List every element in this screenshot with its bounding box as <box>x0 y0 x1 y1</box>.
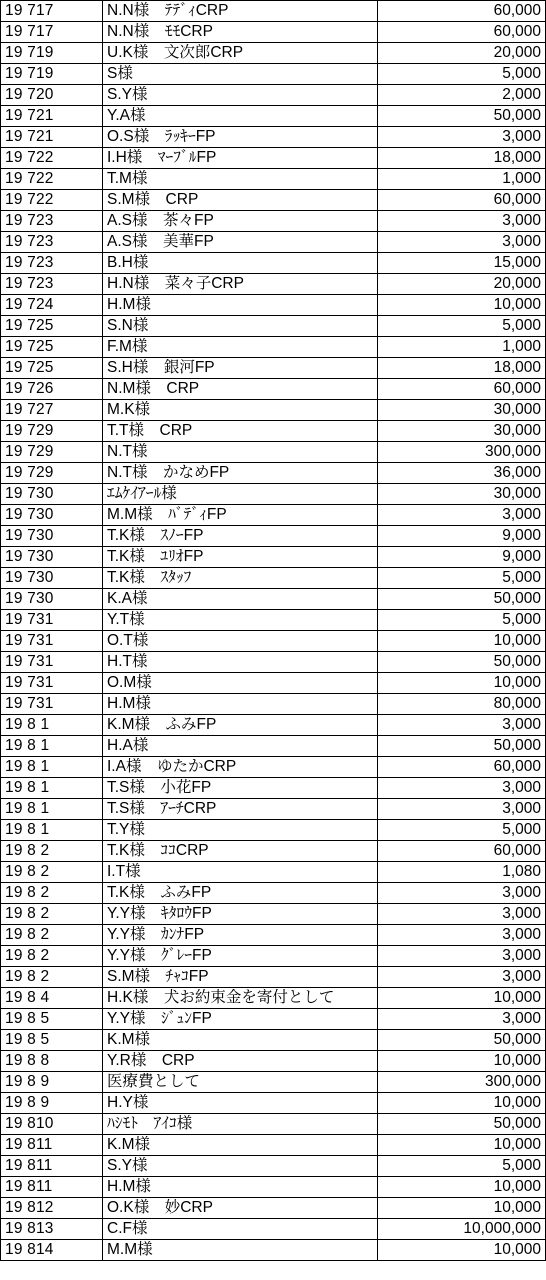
table-row <box>1 169 546 190</box>
donor-cell: Y.A様 <box>103 106 378 127</box>
donor-cell: H.Y様 <box>103 1093 378 1114</box>
date-cell: 19 8 9 <box>1 1093 103 1114</box>
donor-cell: 医療費として <box>103 1072 378 1093</box>
donor-cell: Y.T様 <box>103 610 378 631</box>
date-cell: 19 8 1 <box>1 736 103 757</box>
amount-cell: 10,000 <box>378 1177 546 1198</box>
amount-cell: 60,000 <box>378 841 546 862</box>
date-cell: 19 719 <box>1 43 103 64</box>
donor-cell: M.M様 ﾊﾞﾃﾞｨFP <box>103 505 378 526</box>
donor-cell: O.K様 妙CRP <box>103 1198 378 1219</box>
table-row <box>1 127 546 148</box>
date-cell: 19 729 <box>1 421 103 442</box>
amount-cell: 5,000 <box>378 610 546 631</box>
amount-cell: 10,000 <box>378 1198 546 1219</box>
date-cell: 19 721 <box>1 127 103 148</box>
amount-cell: 10,000 <box>378 631 546 652</box>
table-row <box>1 1240 546 1261</box>
donor-cell: T.K様 ｽﾀｯﾌ <box>103 568 378 589</box>
date-cell: 19 730 <box>1 589 103 610</box>
donor-cell: T.T様 CRP <box>103 421 378 442</box>
donation-rows <box>1 1 546 1261</box>
amount-cell: 5,000 <box>378 64 546 85</box>
amount-cell: 1,080 <box>378 862 546 883</box>
table-row <box>1 1051 546 1072</box>
date-cell: 19 811 <box>1 1177 103 1198</box>
date-cell: 19 722 <box>1 190 103 211</box>
donor-cell: N.N様 ﾃﾃﾞｨCRP <box>103 1 378 22</box>
date-cell: 19 8 2 <box>1 967 103 988</box>
table-row <box>1 883 546 904</box>
amount-cell: 30,000 <box>378 484 546 505</box>
donor-cell: F.M様 <box>103 337 378 358</box>
amount-cell: 3,000 <box>378 232 546 253</box>
date-cell: 19 812 <box>1 1198 103 1219</box>
table-row <box>1 652 546 673</box>
table-row <box>1 295 546 316</box>
donor-cell: I.H様 ﾏｰﾌﾞﾙFP <box>103 148 378 169</box>
date-cell: 19 717 <box>1 22 103 43</box>
table-row <box>1 106 546 127</box>
date-cell: 19 8 8 <box>1 1051 103 1072</box>
amount-cell: 10,000 <box>378 988 546 1009</box>
table-row <box>1 442 546 463</box>
table-row <box>1 568 546 589</box>
donor-cell: S.M様 ﾁｬｺFP <box>103 967 378 988</box>
donor-cell: A.S様 美華FP <box>103 232 378 253</box>
amount-cell: 50,000 <box>378 589 546 610</box>
table-row <box>1 232 546 253</box>
amount-cell: 36,000 <box>378 463 546 484</box>
date-cell: 19 717 <box>1 1 103 22</box>
donor-cell: K.M様 ふみFP <box>103 715 378 736</box>
amount-cell: 3,000 <box>378 904 546 925</box>
date-cell: 19 8 1 <box>1 715 103 736</box>
table-row <box>1 64 546 85</box>
table-row <box>1 148 546 169</box>
date-cell: 19 8 2 <box>1 841 103 862</box>
donor-cell: Y.R様 CRP <box>103 1051 378 1072</box>
table-row <box>1 694 546 715</box>
amount-cell: 5,000 <box>378 316 546 337</box>
amount-cell: 9,000 <box>378 547 546 568</box>
table-row <box>1 631 546 652</box>
amount-cell: 10,000,000 <box>378 1219 546 1240</box>
table-row <box>1 505 546 526</box>
date-cell: 19 721 <box>1 106 103 127</box>
table-row <box>1 862 546 883</box>
date-cell: 19 731 <box>1 694 103 715</box>
donor-cell: Y.Y様 ｷﾀﾛｳFP <box>103 904 378 925</box>
donor-cell: H.T様 <box>103 652 378 673</box>
table-row <box>1 358 546 379</box>
date-cell: 19 725 <box>1 337 103 358</box>
table-row <box>1 1219 546 1240</box>
table-row <box>1 1177 546 1198</box>
donor-cell: K.A様 <box>103 589 378 610</box>
donor-cell: S様 <box>103 64 378 85</box>
amount-cell: 60,000 <box>378 379 546 400</box>
table-row <box>1 1093 546 1114</box>
table-row <box>1 925 546 946</box>
donor-cell: T.K様 ｽﾉｰFP <box>103 526 378 547</box>
date-cell: 19 8 4 <box>1 988 103 1009</box>
date-cell: 19 723 <box>1 274 103 295</box>
date-cell: 19 8 2 <box>1 904 103 925</box>
amount-cell: 10,000 <box>378 1240 546 1261</box>
date-cell: 19 731 <box>1 610 103 631</box>
table-row <box>1 1114 546 1135</box>
amount-cell: 3,000 <box>378 967 546 988</box>
donor-cell: O.T様 <box>103 631 378 652</box>
amount-cell: 50,000 <box>378 106 546 127</box>
amount-cell: 10,000 <box>378 1135 546 1156</box>
date-cell: 19 8 1 <box>1 820 103 841</box>
table-row <box>1 1030 546 1051</box>
table-row <box>1 190 546 211</box>
donor-cell: T.S様 小花FP <box>103 778 378 799</box>
date-cell: 19 731 <box>1 631 103 652</box>
date-cell: 19 722 <box>1 148 103 169</box>
amount-cell: 3,000 <box>378 925 546 946</box>
donor-cell: H.N様 菜々子CRP <box>103 274 378 295</box>
amount-cell: 3,000 <box>378 778 546 799</box>
table-row <box>1 337 546 358</box>
table-row <box>1 946 546 967</box>
amount-cell: 30,000 <box>378 400 546 421</box>
date-cell: 19 731 <box>1 673 103 694</box>
table-row <box>1 400 546 421</box>
donor-cell: K.M様 <box>103 1030 378 1051</box>
table-row <box>1 379 546 400</box>
date-cell: 19 8 9 <box>1 1072 103 1093</box>
donor-cell: K.M様 <box>103 1135 378 1156</box>
donor-cell: I.T様 <box>103 862 378 883</box>
table-row <box>1 1072 546 1093</box>
date-cell: 19 725 <box>1 316 103 337</box>
amount-cell: 50,000 <box>378 652 546 673</box>
date-cell: 19 729 <box>1 463 103 484</box>
amount-cell: 60,000 <box>378 1 546 22</box>
donor-cell: ﾊｼﾓﾄ ｱｲｺ様 <box>103 1114 378 1135</box>
donor-cell: T.K様 ふみFP <box>103 883 378 904</box>
table-row <box>1 1 546 22</box>
donor-cell: T.K様 ﾕﾘｵFP <box>103 547 378 568</box>
donor-cell: S.N様 <box>103 316 378 337</box>
table-row <box>1 799 546 820</box>
amount-cell: 3,000 <box>378 799 546 820</box>
amount-cell: 3,000 <box>378 211 546 232</box>
date-cell: 19 723 <box>1 253 103 274</box>
amount-cell: 3,000 <box>378 127 546 148</box>
amount-cell: 3,000 <box>378 505 546 526</box>
donor-cell: N.N様 ﾓﾓCRP <box>103 22 378 43</box>
date-cell: 19 719 <box>1 64 103 85</box>
amount-cell: 10,000 <box>378 1093 546 1114</box>
amount-cell: 60,000 <box>378 757 546 778</box>
amount-cell: 10,000 <box>378 295 546 316</box>
date-cell: 19 8 2 <box>1 925 103 946</box>
table-row <box>1 778 546 799</box>
date-cell: 19 726 <box>1 379 103 400</box>
table-row <box>1 274 546 295</box>
amount-cell: 50,000 <box>378 1114 546 1135</box>
amount-cell: 9,000 <box>378 526 546 547</box>
donor-cell: N.T様 <box>103 442 378 463</box>
table-row <box>1 1156 546 1177</box>
amount-cell: 3,000 <box>378 946 546 967</box>
amount-cell: 60,000 <box>378 190 546 211</box>
table-row <box>1 211 546 232</box>
amount-cell: 5,000 <box>378 568 546 589</box>
amount-cell: 1,000 <box>378 337 546 358</box>
date-cell: 19 8 1 <box>1 799 103 820</box>
table-row <box>1 526 546 547</box>
date-cell: 19 8 2 <box>1 946 103 967</box>
date-cell: 19 8 2 <box>1 883 103 904</box>
amount-cell: 3,000 <box>378 883 546 904</box>
amount-cell: 20,000 <box>378 43 546 64</box>
table-row <box>1 820 546 841</box>
date-cell: 19 813 <box>1 1219 103 1240</box>
table-row <box>1 1198 546 1219</box>
donor-cell: O.M様 <box>103 673 378 694</box>
table-row <box>1 1135 546 1156</box>
amount-cell: 3,000 <box>378 1009 546 1030</box>
table-row <box>1 967 546 988</box>
date-cell: 19 8 5 <box>1 1030 103 1051</box>
date-cell: 19 722 <box>1 169 103 190</box>
donor-cell: Y.Y様 ｸﾞﾚｰFP <box>103 946 378 967</box>
amount-cell: 3,000 <box>378 715 546 736</box>
table-row <box>1 988 546 1009</box>
donor-cell: T.M様 <box>103 169 378 190</box>
date-cell: 19 814 <box>1 1240 103 1261</box>
date-cell: 19 8 5 <box>1 1009 103 1030</box>
table-row <box>1 484 546 505</box>
donor-cell: U.K様 文次郎CRP <box>103 43 378 64</box>
donor-cell: Y.Y様 ｶﾝﾅFP <box>103 925 378 946</box>
date-cell: 19 724 <box>1 295 103 316</box>
donor-cell: S.M様 CRP <box>103 190 378 211</box>
table-row <box>1 736 546 757</box>
date-cell: 19 731 <box>1 652 103 673</box>
amount-cell: 18,000 <box>378 358 546 379</box>
table-row <box>1 463 546 484</box>
amount-cell: 10,000 <box>378 673 546 694</box>
amount-cell: 5,000 <box>378 1156 546 1177</box>
date-cell: 19 8 2 <box>1 862 103 883</box>
donor-cell: B.H様 <box>103 253 378 274</box>
donor-cell: T.K様 ｺｺCRP <box>103 841 378 862</box>
donor-cell: O.S様 ﾗｯｷｰFP <box>103 127 378 148</box>
date-cell: 19 720 <box>1 85 103 106</box>
amount-cell: 18,000 <box>378 148 546 169</box>
date-cell: 19 730 <box>1 526 103 547</box>
table-row <box>1 757 546 778</box>
date-cell: 19 730 <box>1 484 103 505</box>
table-row <box>1 85 546 106</box>
date-cell: 19 8 1 <box>1 757 103 778</box>
date-cell: 19 725 <box>1 358 103 379</box>
donor-cell: H.M様 <box>103 694 378 715</box>
date-cell: 19 8 1 <box>1 778 103 799</box>
date-cell: 19 727 <box>1 400 103 421</box>
donor-cell: C.F様 <box>103 1219 378 1240</box>
amount-cell: 5,000 <box>378 820 546 841</box>
donor-cell: N.T様 かなめFP <box>103 463 378 484</box>
table-row <box>1 22 546 43</box>
donor-cell: ｴﾑｹｲｱｰﾙ様 <box>103 484 378 505</box>
table-row <box>1 547 546 568</box>
table-row <box>1 904 546 925</box>
table-row <box>1 253 546 274</box>
table-row <box>1 610 546 631</box>
amount-cell: 300,000 <box>378 1072 546 1093</box>
amount-cell: 2,000 <box>378 85 546 106</box>
table-row <box>1 841 546 862</box>
donor-cell: H.M様 <box>103 295 378 316</box>
donor-cell: N.M様 CRP <box>103 379 378 400</box>
donor-cell: H.K様 犬お約束金を寄付として <box>103 988 378 1009</box>
donor-cell: H.A様 <box>103 736 378 757</box>
donor-cell: S.Y様 <box>103 1156 378 1177</box>
amount-cell: 10,000 <box>378 1051 546 1072</box>
donor-cell: M.K様 <box>103 400 378 421</box>
date-cell: 19 723 <box>1 211 103 232</box>
table-row <box>1 421 546 442</box>
amount-cell: 60,000 <box>378 22 546 43</box>
donor-cell: H.M様 <box>103 1177 378 1198</box>
date-cell: 19 730 <box>1 505 103 526</box>
amount-cell: 300,000 <box>378 442 546 463</box>
donor-cell: Y.Y様 ｼﾞｭﾝFP <box>103 1009 378 1030</box>
date-cell: 19 811 <box>1 1135 103 1156</box>
table-row <box>1 673 546 694</box>
donor-cell: S.H様 銀河FP <box>103 358 378 379</box>
table-row <box>1 43 546 64</box>
donor-cell: A.S様 茶々FP <box>103 211 378 232</box>
amount-cell: 30,000 <box>378 421 546 442</box>
table-row <box>1 1009 546 1030</box>
donor-cell: T.Y様 <box>103 820 378 841</box>
table-row <box>1 316 546 337</box>
table-row <box>1 589 546 610</box>
amount-cell: 15,000 <box>378 253 546 274</box>
date-cell: 19 811 <box>1 1156 103 1177</box>
donor-cell: S.Y様 <box>103 85 378 106</box>
table-row <box>1 715 546 736</box>
amount-cell: 80,000 <box>378 694 546 715</box>
date-cell: 19 730 <box>1 547 103 568</box>
date-cell: 19 723 <box>1 232 103 253</box>
date-cell: 19 729 <box>1 442 103 463</box>
date-cell: 19 730 <box>1 568 103 589</box>
donor-cell: T.S様 ｱｰﾁCRP <box>103 799 378 820</box>
amount-cell: 50,000 <box>378 736 546 757</box>
donor-cell: I.A様 ゆたかCRP <box>103 757 378 778</box>
date-cell: 19 810 <box>1 1114 103 1135</box>
donor-cell: M.M様 <box>103 1240 378 1261</box>
amount-cell: 50,000 <box>378 1030 546 1051</box>
amount-cell: 1,000 <box>378 169 546 190</box>
amount-cell: 20,000 <box>378 274 546 295</box>
